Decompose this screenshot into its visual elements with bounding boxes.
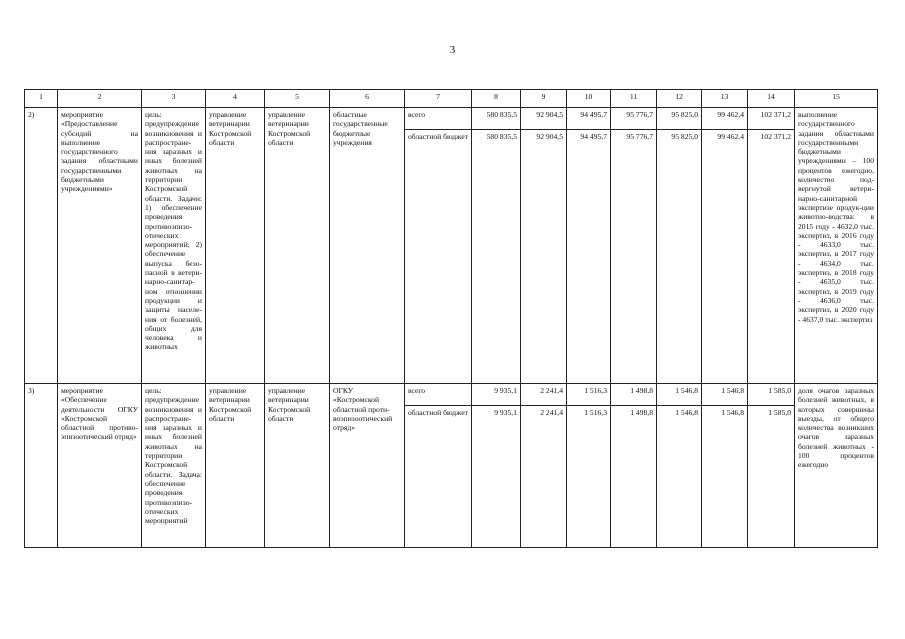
table-row xyxy=(25,108,878,130)
funding-source: областной бюджет xyxy=(405,406,472,548)
header-cell: 7 xyxy=(405,90,472,108)
funding-value: 580 835,5 xyxy=(472,108,521,130)
funding-value: 94 495,7 xyxy=(567,130,611,384)
header-row xyxy=(25,90,878,108)
executor-cell: управление ветеринарии Костромской области xyxy=(265,384,330,548)
program-table xyxy=(24,89,878,548)
goal-cell: цель: предупреждение возникновения и распростране-ния заразных и иных болезней животных на территории Костромской области. Задачи: 1) обеспечение проведения противоэпизо-отических мероприятий; 2) обеспечение выпуска безо-пасной в ветери-нарно-санитар-ном отношении продукции и защиты населе-ния от болезней, общих для человека и животных xyxy=(142,108,206,384)
funding-value: 95 776,7 xyxy=(611,130,657,384)
funding-value: 99 462,4 xyxy=(702,130,748,384)
funding-value: 94 495,7 xyxy=(567,108,611,130)
funding-value: 1 498,8 xyxy=(611,384,657,406)
funding-value: 92 904,5 xyxy=(521,130,567,384)
table-row xyxy=(25,384,878,406)
header-cell: 1 xyxy=(25,90,58,108)
header-cell: 3 xyxy=(142,90,206,108)
header-cell: 8 xyxy=(472,90,521,108)
header-cell: 5 xyxy=(265,90,330,108)
header-cell: 11 xyxy=(611,90,657,108)
funding-value: 1 546,8 xyxy=(702,384,748,406)
funding-value: 580 835,5 xyxy=(472,130,521,384)
page-number: 3 xyxy=(449,44,456,56)
funding-value: 95 825,0 xyxy=(657,108,702,130)
funding-value: 1 585,0 xyxy=(748,406,795,548)
funding-value: 102 371,2 xyxy=(748,108,795,130)
row-index: 3) xyxy=(25,384,58,548)
header-cell: 15 xyxy=(795,90,878,108)
header-cell: 6 xyxy=(330,90,405,108)
funding-source: всего xyxy=(405,108,472,130)
funding-source: всего xyxy=(405,384,472,406)
header-cell: 14 xyxy=(748,90,795,108)
header-cell: 4 xyxy=(206,90,265,108)
event-cell: мероприятие «Предоставление субсидий на выполнение государственного задания областными государственными бюджетными учреждениями» xyxy=(58,108,142,384)
customer-cell: управление ветеринарии Костромской области xyxy=(206,108,265,384)
funding-value: 1 585,0 xyxy=(748,384,795,406)
header-cell: 13 xyxy=(702,90,748,108)
funding-value: 1 546,8 xyxy=(657,406,702,548)
funding-value: 92 904,5 xyxy=(521,108,567,130)
funding-value: 2 241,4 xyxy=(521,406,567,548)
funding-value: 95 825,0 xyxy=(657,130,702,384)
indicator-cell: выполнение государственного задания областными государственными бюджетными учреждениями – 100 процентов ежегодно, количество под-вергнутой ветери-нарно-санитарной экспертизе продук-ции животно-водства: в 2015 году - 4632,0 тыс. экспертиз, в 2016 году - 4633,0 тыс. экспертиз, в 2017 году - 4634,0 тыс. экспертиз, в 2018 году - 4635,0 тыс. экспертиз, в 2019 году - 4636,0 тыс. экспертиз, в 2020 году - 4637,0 тыс. экспертиз xyxy=(795,108,878,384)
funding-value: 1 546,8 xyxy=(702,406,748,548)
participant-cell: ОГКУ «Костромской областной проти-воэпизоотический отряд» xyxy=(330,384,405,548)
funding-value: 1 546,8 xyxy=(657,384,702,406)
header-cell: 12 xyxy=(657,90,702,108)
indicator-cell: доля очагов заразных болезней животных, в которых совершены выезды, от общего количества возникших очагов заразных болезней животных - 100 процентов ежегодно xyxy=(795,384,878,548)
header-cell: 10 xyxy=(567,90,611,108)
funding-value: 95 776,7 xyxy=(611,108,657,130)
funding-value: 1 498,8 xyxy=(611,406,657,548)
funding-value: 1 516,3 xyxy=(567,406,611,548)
funding-value: 9 935,1 xyxy=(472,406,521,548)
funding-value: 1 516,3 xyxy=(567,384,611,406)
funding-value: 99 462,4 xyxy=(702,108,748,130)
funding-source: областной бюджет xyxy=(405,130,472,384)
header-cell: 9 xyxy=(521,90,567,108)
funding-value: 102 371,2 xyxy=(748,130,795,384)
executor-cell: управление ветеринарии Костромской области xyxy=(265,108,330,384)
participant-cell: областные государственные бюджетные учреждения xyxy=(330,108,405,384)
header-cell: 2 xyxy=(58,90,142,108)
funding-value: 2 241,4 xyxy=(521,384,567,406)
goal-cell: цель: предупреждение возникновения и распростране-ния заразных и иных болезней животных на территории Костромской области. Задача: обеспечение проведения противоэпизо-отических мероприятий xyxy=(142,384,206,548)
row-index: 2) xyxy=(25,108,58,384)
event-cell: мероприятие «Обеспечение деятельности ОГКУ «Костромской областной противо-эпизоотический отряд» xyxy=(58,384,142,548)
customer-cell: управление ветеринарии Костромской области xyxy=(206,384,265,548)
funding-value: 9 935,1 xyxy=(472,384,521,406)
